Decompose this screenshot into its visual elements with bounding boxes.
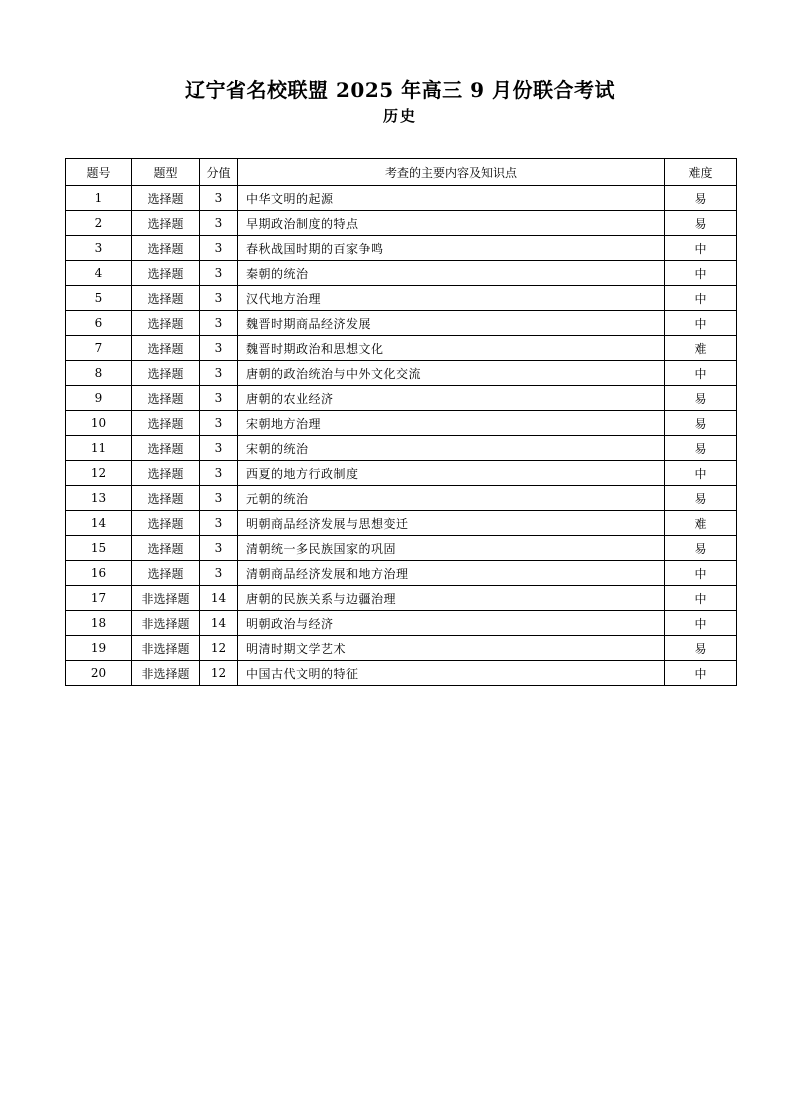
cell-difficulty: 易 — [665, 211, 737, 236]
cell-number: 1 — [66, 186, 132, 211]
cell-number: 7 — [66, 336, 132, 361]
cell-content: 清朝统一多民族国家的巩固 — [238, 536, 665, 561]
cell-score: 3 — [200, 486, 238, 511]
cell-number: 13 — [66, 486, 132, 511]
cell-type: 非选择题 — [132, 661, 200, 686]
table-row — [66, 261, 737, 286]
table-row — [66, 286, 737, 311]
cell-number: 9 — [66, 386, 132, 411]
cell-content: 魏晋时期政治和思想文化 — [238, 336, 665, 361]
subject-title: 历史 — [382, 107, 417, 125]
cell-type: 选择题 — [132, 186, 200, 211]
cell-difficulty: 易 — [665, 536, 737, 561]
cell-score: 3 — [200, 261, 238, 286]
cell-number: 3 — [66, 236, 132, 261]
cell-number: 6 — [66, 311, 132, 336]
cell-score: 3 — [200, 311, 238, 336]
table-row — [66, 186, 737, 211]
cell-difficulty: 难 — [665, 511, 737, 536]
table-body — [66, 186, 737, 686]
cell-score: 3 — [200, 536, 238, 561]
cell-content: 明朝商品经济发展与思想变迁 — [238, 511, 665, 536]
table-row — [66, 436, 737, 461]
cell-number: 16 — [66, 561, 132, 586]
cell-number: 5 — [66, 286, 132, 311]
cell-difficulty: 中 — [665, 586, 737, 611]
header-type: 题型 — [132, 159, 200, 186]
cell-content: 宋朝的统治 — [238, 436, 665, 461]
cell-type: 选择题 — [132, 436, 200, 461]
cell-content: 明清时期文学艺术 — [238, 636, 665, 661]
cell-score: 3 — [200, 186, 238, 211]
table-header-row — [66, 159, 737, 186]
cell-type: 选择题 — [132, 486, 200, 511]
table-row — [66, 561, 737, 586]
cell-number: 10 — [66, 411, 132, 436]
cell-type: 选择题 — [132, 511, 200, 536]
cell-number: 11 — [66, 436, 132, 461]
cell-difficulty: 易 — [665, 386, 737, 411]
cell-score: 3 — [200, 211, 238, 236]
cell-type: 选择题 — [132, 536, 200, 561]
cell-type: 选择题 — [132, 336, 200, 361]
cell-difficulty: 易 — [665, 636, 737, 661]
cell-difficulty: 中 — [665, 311, 737, 336]
cell-difficulty: 易 — [665, 486, 737, 511]
table-row — [66, 361, 737, 386]
cell-content: 汉代地方治理 — [238, 286, 665, 311]
cell-score: 14 — [200, 586, 238, 611]
cell-score: 3 — [200, 411, 238, 436]
table-row — [66, 236, 737, 261]
cell-number: 15 — [66, 536, 132, 561]
cell-score: 3 — [200, 436, 238, 461]
cell-difficulty: 易 — [665, 411, 737, 436]
cell-content: 明朝政治与经济 — [238, 611, 665, 636]
cell-number: 18 — [66, 611, 132, 636]
table-row — [66, 386, 737, 411]
cell-difficulty: 易 — [665, 436, 737, 461]
cell-number: 14 — [66, 511, 132, 536]
cell-content: 元朝的统治 — [238, 486, 665, 511]
cell-type: 选择题 — [132, 211, 200, 236]
cell-number: 17 — [66, 586, 132, 611]
cell-content: 西夏的地方行政制度 — [238, 461, 665, 486]
table-row — [66, 461, 737, 486]
cell-difficulty: 中 — [665, 661, 737, 686]
cell-content: 春秋战国时期的百家争鸣 — [238, 236, 665, 261]
cell-score: 3 — [200, 386, 238, 411]
cell-score: 3 — [200, 361, 238, 386]
cell-type: 非选择题 — [132, 636, 200, 661]
cell-score: 3 — [200, 286, 238, 311]
table-row — [66, 336, 737, 361]
cell-type: 选择题 — [132, 386, 200, 411]
cell-content: 中华文明的起源 — [238, 186, 665, 211]
cell-score: 12 — [200, 636, 238, 661]
cell-number: 4 — [66, 261, 132, 286]
table-row — [66, 586, 737, 611]
cell-score: 3 — [200, 336, 238, 361]
cell-number: 19 — [66, 636, 132, 661]
table-row — [66, 611, 737, 636]
header-number: 题号 — [66, 159, 132, 186]
header-difficulty: 难度 — [665, 159, 737, 186]
cell-type: 非选择题 — [132, 611, 200, 636]
table-row — [66, 311, 737, 336]
cell-score: 3 — [200, 236, 238, 261]
exam-breakdown-table — [65, 158, 737, 686]
cell-content: 秦朝的统治 — [238, 261, 665, 286]
cell-content: 早期政治制度的特点 — [238, 211, 665, 236]
header-score: 分值 — [200, 159, 238, 186]
table-row — [66, 411, 737, 436]
cell-difficulty: 中 — [665, 611, 737, 636]
cell-score: 3 — [200, 461, 238, 486]
table-row — [66, 661, 737, 686]
cell-type: 选择题 — [132, 311, 200, 336]
cell-content: 宋朝地方治理 — [238, 411, 665, 436]
cell-type: 选择题 — [132, 561, 200, 586]
cell-content: 唐朝的民族关系与边疆治理 — [238, 586, 665, 611]
cell-difficulty: 难 — [665, 336, 737, 361]
cell-type: 选择题 — [132, 461, 200, 486]
cell-difficulty: 中 — [665, 236, 737, 261]
cell-type: 选择题 — [132, 361, 200, 386]
cell-type: 非选择题 — [132, 586, 200, 611]
cell-type: 选择题 — [132, 236, 200, 261]
table-row — [66, 511, 737, 536]
cell-score: 12 — [200, 661, 238, 686]
cell-number: 2 — [66, 211, 132, 236]
table-row — [66, 486, 737, 511]
cell-difficulty: 中 — [665, 561, 737, 586]
cell-type: 选择题 — [132, 411, 200, 436]
cell-score: 14 — [200, 611, 238, 636]
cell-difficulty: 中 — [665, 261, 737, 286]
cell-number: 20 — [66, 661, 132, 686]
cell-difficulty: 中 — [665, 461, 737, 486]
cell-content: 清朝商品经济发展和地方治理 — [238, 561, 665, 586]
table-row — [66, 636, 737, 661]
cell-number: 8 — [66, 361, 132, 386]
cell-number: 12 — [66, 461, 132, 486]
cell-difficulty: 中 — [665, 361, 737, 386]
document-title: 辽宁省名校联盟 2025 年高三 9 月份联合考试 — [185, 78, 615, 102]
cell-content: 中国古代文明的特征 — [238, 661, 665, 686]
cell-content: 唐朝的政治统治与中外文化交流 — [238, 361, 665, 386]
table-row — [66, 536, 737, 561]
cell-content: 魏晋时期商品经济发展 — [238, 311, 665, 336]
cell-score: 3 — [200, 561, 238, 586]
header-content: 考查的主要内容及知识点 — [238, 159, 665, 186]
cell-type: 选择题 — [132, 286, 200, 311]
cell-content: 唐朝的农业经济 — [238, 386, 665, 411]
cell-difficulty: 中 — [665, 286, 737, 311]
table-row — [66, 211, 737, 236]
cell-score: 3 — [200, 511, 238, 536]
cell-type: 选择题 — [132, 261, 200, 286]
cell-difficulty: 易 — [665, 186, 737, 211]
